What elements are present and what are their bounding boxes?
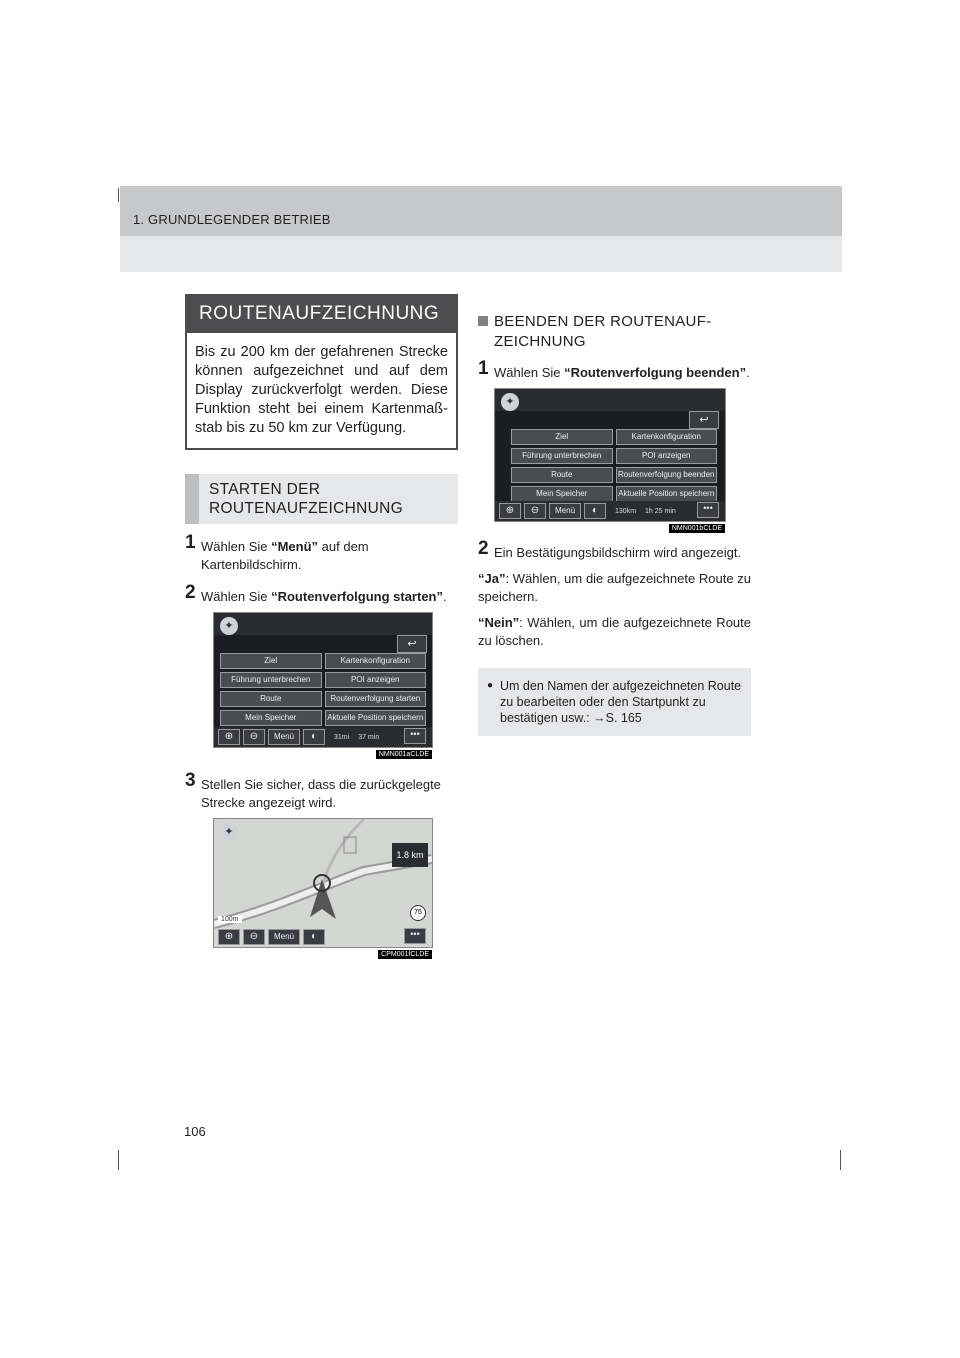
screenshot-menu-start [213,612,433,758]
step-text: Ein Bestätigungsbildschirm wird angezeigt. [494,545,742,560]
back-button[interactable]: ↩ [689,411,719,429]
step-2-right [478,538,751,562]
screen-topbar [495,389,725,411]
menu-btn-ziel[interactable]: Ziel [511,429,613,445]
screen-bottombar [495,501,725,521]
step-3-left [185,770,458,812]
screenshot-map-track [213,818,433,958]
step-1-right [478,358,751,382]
menu-btn-fuehrung-unterbrechen[interactable]: Führung unterbrechen [220,672,322,688]
nein-description [478,614,751,650]
zoom-out-icon[interactable]: ⊖ [243,929,265,945]
voice-icon[interactable]: ◐ [303,929,325,945]
step-number: 2 [185,582,196,603]
nein-text: : Wählen, um die aufgezeichnete Route zu löschen. [478,615,751,648]
menu-button[interactable]: Menü [268,729,300,745]
menu-btn-routenverfolgung-starten[interactable]: Routenverfolgung starten [325,691,427,707]
more-options-icon[interactable]: ••• [404,728,426,744]
more-options-icon[interactable]: ••• [697,502,719,518]
voice-icon[interactable]: ◐ [584,503,606,519]
subsection-title-end [478,312,751,352]
nein-label: “Nein” [478,615,520,630]
map-scale: 100m [218,916,242,923]
compass-icon[interactable]: ✦ [501,393,519,411]
menu-grid [511,429,717,502]
voice-icon[interactable]: ◐ [303,729,325,745]
step-text: Wählen Sie [494,365,565,380]
crop-mark [840,1150,841,1170]
step-keyword: “Routenverfolgung beenden” [564,365,747,380]
right-column [478,312,751,736]
header-title: 1. GRUNDLEGENDER BETRIEB [133,212,331,227]
distance-readout: 130km [615,507,637,515]
step-number: 3 [185,770,196,791]
menu-btn-aktuelle-position[interactable]: Aktuelle Position speichern [616,486,718,502]
zoom-out-icon[interactable]: ⊖ [524,503,546,519]
step-number: 1 [185,532,196,553]
step-keyword: “Routenverfolgung starten” [271,589,443,604]
bullet-icon: ● [487,680,494,691]
step-text: auf dem Kartenbildschirm. [201,539,369,572]
screen-bottombar [214,727,432,747]
note-text: Um den Namen der aufgezeichneten Route zu bearbeiten oder den Startpunkt zu bestätigen usw.: →S. 165 [500,679,742,725]
subsection-title-start: STARTEN DER ROUTENAUFZEICHNUNG [185,474,458,524]
step-text: Stellen Sie sicher, dass die zurückgelegte Strecke angezeigt wird. [201,777,441,810]
zoom-out-icon[interactable]: ⊖ [243,729,265,745]
step-text: . [746,365,750,380]
screen-bottombar [214,927,432,947]
crop-mark [118,188,119,202]
step-number: 2 [478,538,489,559]
zoom-in-icon[interactable]: ⊕ [218,729,240,745]
square-bullet-icon [478,316,488,326]
turn-distance: 1.8 km [396,850,424,860]
menu-btn-poi-anzeigen[interactable]: POI anzeigen [616,448,718,464]
figure-code: CPM001fCLDE [378,950,432,959]
left-column [185,294,458,958]
step-2-left [185,582,458,606]
step-text: . [443,589,447,604]
crop-mark [118,1150,119,1170]
zoom-in-icon[interactable]: ⊕ [218,929,240,945]
step-text: Wählen Sie [201,589,272,604]
more-options-icon[interactable]: ••• [404,928,426,944]
menu-btn-kartenkonfiguration[interactable]: Kartenkonfiguration [616,429,718,445]
menu-btn-poi-anzeigen[interactable]: POI anzeigen [325,672,427,688]
distance-readout: 31mi [334,733,350,741]
compass-icon[interactable]: ✦ [220,617,238,635]
step-keyword: “Menü” [271,539,319,554]
step-text: Wählen Sie [201,539,272,554]
menu-btn-routenverfolgung-beenden[interactable]: Routenverfolgung beenden [616,467,718,483]
menu-btn-fuehrung-unterbrechen[interactable]: Führung unterbrechen [511,448,613,464]
next-turn-panel [392,843,428,867]
step-number: 1 [478,358,489,379]
zoom-in-icon[interactable]: ⊕ [499,503,521,519]
menu-btn-mein-speicher[interactable]: Mein Speicher [511,486,613,502]
header-band [120,186,842,236]
menu-btn-route[interactable]: Route [511,467,613,483]
figure-code: NMN001bCLDE [669,524,725,533]
menu-btn-kartenkonfiguration[interactable]: Kartenkonfiguration [325,653,427,669]
ja-description [478,570,751,606]
menu-btn-route[interactable]: Route [220,691,322,707]
step-1-left [185,532,458,574]
subsection-title-text: BEENDEN DER ROUTENAUF-ZEICHNUNG [494,313,712,350]
screenshot-menu-end [494,388,726,532]
page-number: 106 [184,1124,206,1139]
page-header [120,186,842,272]
compass-icon[interactable]: ✦ [220,823,238,841]
time-readout: 37 min [358,733,380,741]
menu-btn-ziel[interactable]: Ziel [220,653,322,669]
section-title: ROUTENAUFZEICHNUNG [185,294,458,333]
screen-topbar [214,613,432,635]
ja-text: : Wählen, um die aufgezeichnete Route zu speichern. [478,571,751,604]
speed-limit-icon: 75 [410,905,426,921]
menu-btn-mein-speicher[interactable]: Mein Speicher [220,710,322,726]
menu-btn-aktuelle-position[interactable]: Aktuelle Position speichern [325,710,427,726]
time-readout: 1h 25 min [645,507,676,515]
info-note [478,668,751,736]
menu-grid [220,653,426,726]
menu-button[interactable]: Menü [549,503,581,519]
ja-label: “Ja” [478,571,506,586]
back-button[interactable]: ↩ [397,635,427,653]
menu-button[interactable]: Menü [268,929,300,945]
figure-code: NMN001aCLDE [376,750,432,759]
intro-text: Bis zu 200 km der gefahrenen Strecke können aufgezeichnet und auf dem Display zurückverfolgt werden. Diese Funktion steht bei einem Kartenmaß-stab bis zu 50 km zur Verfügung. [185,333,458,450]
